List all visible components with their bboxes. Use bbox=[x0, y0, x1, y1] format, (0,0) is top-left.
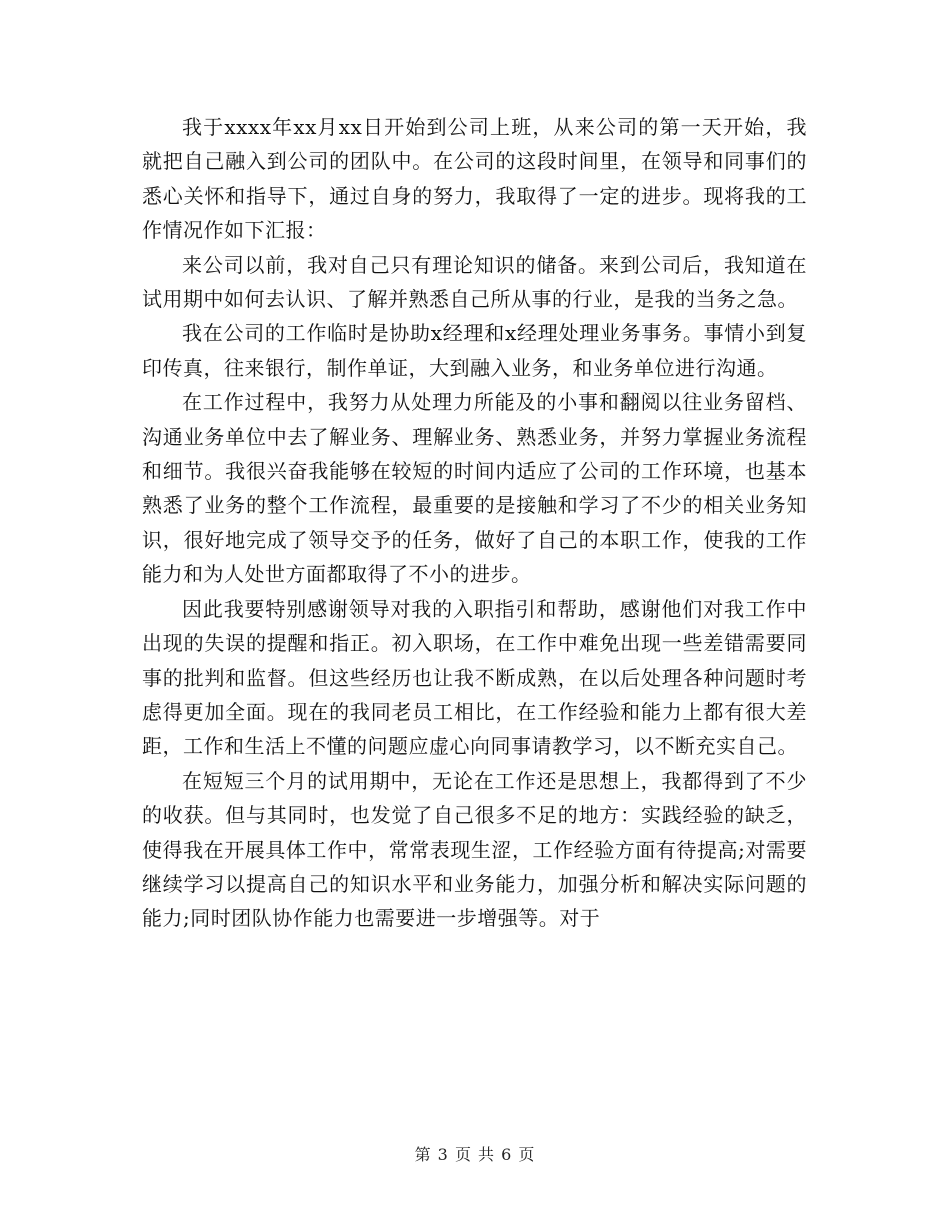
paragraph-5: 因此我要特别感谢领导对我的入职指引和帮助，感谢他们对我工作中出现的失误的提醒和指正。初入职场，在工作中难免出现一些差错需要同事的批判和监督。但这些经历也让我不断成熟，在以后处理各种问题时考虑得更加全面。现在的我同老员工相比，在工作经验和能力上都有很大差距，工作和生活上不懂的问题应虚心向同事请教学习，以不断充实自己。 bbox=[142, 596, 807, 759]
paragraph-1: 我于xxxx年xx月xx日开始到公司上班，从来公司的第一天开始，我就把自己融入到公司的团队中。在公司的这段时间里，在领导和同事们的悉心关怀和指导下，通过自身的努力，我取得了一定的进步。现将我的工作情况作如下汇报： bbox=[142, 115, 807, 243]
paragraph-4: 在工作过程中，我努力从处理力所能及的小事和翻阅以往业务留档、沟通业务单位中去了解业务、理解业务、熟悉业务，并努力掌握业务流程和细节。我很兴奋我能够在较短的时间内适应了公司的工作环境，也基本熟悉了业务的整个工作流程，最重要的是接触和学习了不少的相关业务知识，很好地完成了领导交予的任务，做好了自己的本职工作，使我的工作能力和为人处世方面都取得了不小的进步。 bbox=[142, 390, 807, 587]
paragraph-6: 在短短三个月的试用期中，无论在工作还是思想上，我都得到了不少的收获。但与其同时，也发觉了自己很多不足的地方：实践经验的缺乏，使得我在开展具体工作中，常常表现生涩，工作经验方面有待提高;对需要继续学习以提高自己的知识水平和业务能力，加强分析和解决实际问题的能力;同时团队协作能力也需要进一步增强等。对于 bbox=[142, 768, 807, 931]
document-body bbox=[142, 110, 807, 936]
paragraph-3: 我在公司的工作临时是协助x经理和x经理处理业务事务。事情小到复印传真，往来银行，制作单证，大到融入业务，和业务单位进行沟通。 bbox=[142, 321, 807, 380]
paragraph-2: 来公司以前，我对自己只有理论知识的储备。来到公司后，我知道在试用期中如何去认识、了解并熟悉自己所从事的行业，是我的当务之急。 bbox=[142, 252, 807, 312]
page-number-footer: 第 3 页 共 6 页 bbox=[414, 1145, 536, 1164]
